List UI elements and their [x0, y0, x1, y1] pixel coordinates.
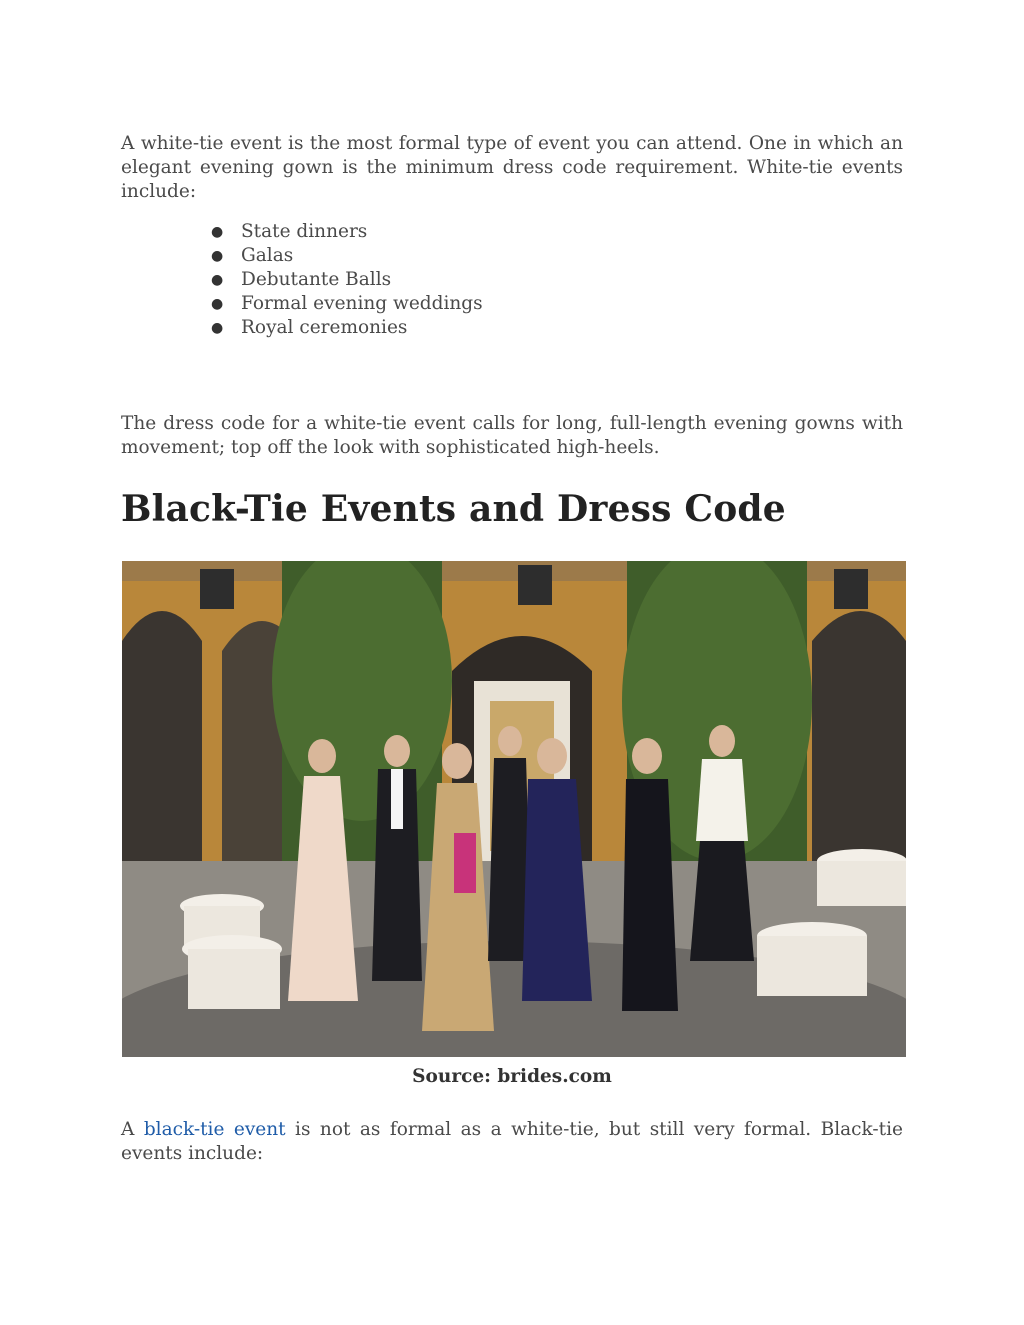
black-tie-event-link[interactable]: black-tie event — [143, 1119, 286, 1140]
bullet-icon: ● — [211, 248, 224, 264]
bullet-icon: ● — [211, 296, 224, 312]
bullet-icon: ● — [211, 320, 224, 336]
black-tie-guests-photo — [122, 561, 906, 1057]
white-tie-events-list — [211, 220, 483, 340]
bullet-icon: ● — [211, 224, 224, 240]
section-heading: Black-Tie Events and Dress Code — [121, 488, 786, 530]
list-item: ● Formal evening weddings — [211, 293, 483, 314]
photo-caption: Source: brides.com — [412, 1066, 612, 1087]
list-item: ● Royal ceremonies — [211, 317, 408, 338]
list-item: ● Galas — [211, 245, 294, 266]
white-tie-dress-paragraph: The dress code for a white-tie event calls for long, full-length evening gowns with movement; top off the look with sophisticated high-heels. — [121, 413, 903, 458]
list-item: ● State dinners — [211, 221, 368, 242]
black-tie-paragraph: A black-tie event is not as formal as a white-tie, but still very formal. Black-tie events include: — [121, 1119, 903, 1164]
bullet-icon: ● — [211, 272, 224, 288]
list-item: ● Debutante Balls — [211, 269, 392, 290]
intro-paragraph: A white-tie event is the most formal type of event you can attend. One in which an elegant evening gown is the minimum dress code requirement. White-tie events include: — [121, 133, 903, 202]
